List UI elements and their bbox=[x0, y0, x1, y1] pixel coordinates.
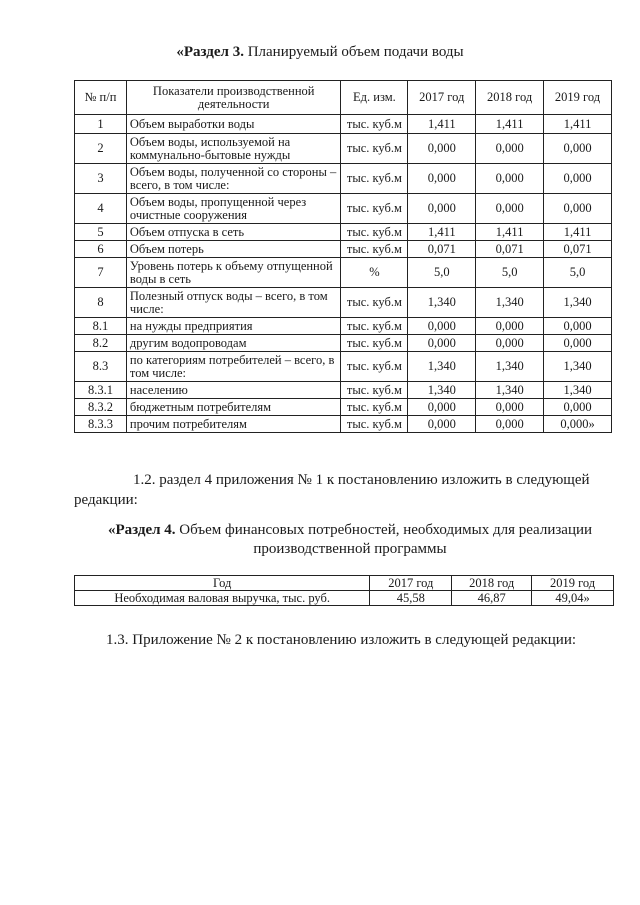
row-number: 2 bbox=[75, 134, 127, 164]
row-unit: тыс. куб.м bbox=[341, 335, 408, 352]
table-row bbox=[75, 134, 612, 164]
row-value-2017: 1,340 bbox=[408, 288, 476, 318]
row-number: 5 bbox=[75, 224, 127, 241]
table-row bbox=[75, 318, 612, 335]
row-number: 8.3 bbox=[75, 352, 127, 382]
table-row bbox=[75, 288, 612, 318]
fin-header-2017: 2017 год bbox=[370, 576, 452, 591]
table-row bbox=[75, 224, 612, 241]
row-unit: тыс. куб.м bbox=[341, 416, 408, 433]
row-number: 3 bbox=[75, 164, 127, 194]
row-value-2019: 0,000 bbox=[544, 318, 612, 335]
row-value-2017: 1,340 bbox=[408, 382, 476, 399]
table-row bbox=[75, 258, 612, 288]
row-value-2017: 1,411 bbox=[408, 115, 476, 134]
paragraph-1-2-line1: 1.2. раздел 4 приложения № 1 к постановлению изложить в следующей bbox=[133, 472, 590, 488]
table-row bbox=[75, 335, 612, 352]
table-row bbox=[75, 416, 612, 433]
row-value-2018: 1,411 bbox=[476, 224, 544, 241]
row-value-2017: 5,0 bbox=[408, 258, 476, 288]
row-value-2019: 1,340 bbox=[544, 288, 612, 318]
table-row bbox=[75, 399, 612, 416]
row-value-2019: 0,071 bbox=[544, 241, 612, 258]
row-unit: тыс. куб.м bbox=[341, 224, 408, 241]
row-number: 8.3.3 bbox=[75, 416, 127, 433]
row-unit: тыс. куб.м bbox=[341, 164, 408, 194]
header-number: № п/п bbox=[75, 81, 127, 115]
row-value-2017: 0,000 bbox=[408, 194, 476, 224]
row-number: 8.1 bbox=[75, 318, 127, 335]
row-value-2018: 0,000 bbox=[476, 134, 544, 164]
row-value-2017: 0,000 bbox=[408, 164, 476, 194]
row-value-2018: 1,411 bbox=[476, 115, 544, 134]
row-value-2018: 0,000 bbox=[476, 164, 544, 194]
row-unit: тыс. куб.м bbox=[341, 134, 408, 164]
row-value-2019: 1,411 bbox=[544, 115, 612, 134]
row-value-2019: 5,0 bbox=[544, 258, 612, 288]
row-indicator: на нужды предприятия bbox=[126, 318, 341, 335]
fin-value-2018: 46,87 bbox=[452, 591, 532, 606]
row-value-2019: 1,411 bbox=[544, 224, 612, 241]
row-indicator: Объем выработки воды bbox=[126, 115, 341, 134]
row-value-2017: 0,000 bbox=[408, 335, 476, 352]
row-indicator: Полезный отпуск воды – всего, в том числе: bbox=[126, 288, 341, 318]
financial-needs-table bbox=[74, 575, 614, 606]
row-unit: тыс. куб.м bbox=[341, 318, 408, 335]
row-unit: тыс. куб.м bbox=[341, 352, 408, 382]
row-unit: тыс. куб.м bbox=[341, 241, 408, 258]
section4-title-line2: производственной программы bbox=[253, 541, 447, 557]
row-value-2017: 0,000 bbox=[408, 416, 476, 433]
row-value-2018: 1,340 bbox=[476, 352, 544, 382]
row-value-2017: 0,071 bbox=[408, 241, 476, 258]
row-value-2017: 1,411 bbox=[408, 224, 476, 241]
row-indicator: прочим потребителям bbox=[126, 416, 341, 433]
row-value-2018: 0,000 bbox=[476, 335, 544, 352]
header-2017: 2017 год bbox=[408, 81, 476, 115]
row-value-2018: 0,000 bbox=[476, 194, 544, 224]
row-value-2018: 0,000 bbox=[476, 416, 544, 433]
fin-header-2019: 2019 год bbox=[532, 576, 614, 591]
table-row bbox=[75, 194, 612, 224]
row-indicator: Объем отпуска в сеть bbox=[126, 224, 341, 241]
row-value-2019: 0,000 bbox=[544, 399, 612, 416]
row-value-2019: 0,000 bbox=[544, 134, 612, 164]
row-indicator: населению bbox=[126, 382, 341, 399]
fin-header-row bbox=[75, 576, 614, 591]
row-value-2018: 1,340 bbox=[476, 382, 544, 399]
section4-title-line1: Объем финансовых потребностей, необходимых для реализации bbox=[179, 522, 593, 538]
row-number: 8.3.1 bbox=[75, 382, 127, 399]
table-row bbox=[75, 115, 612, 134]
table-row bbox=[75, 382, 612, 399]
row-unit: тыс. куб.м bbox=[341, 382, 408, 399]
row-number: 8.3.2 bbox=[75, 399, 127, 416]
table-row bbox=[75, 352, 612, 382]
section3-label: «Раздел 3. bbox=[176, 44, 244, 60]
row-indicator: по категориям потребителей – всего, в том числе: bbox=[126, 352, 341, 382]
row-value-2017: 0,000 bbox=[408, 318, 476, 335]
table-header-row bbox=[75, 81, 612, 115]
row-number: 7 bbox=[75, 258, 127, 288]
row-value-2018: 1,340 bbox=[476, 288, 544, 318]
row-indicator: бюджетным потребителям bbox=[126, 399, 341, 416]
header-2019: 2019 год bbox=[544, 81, 612, 115]
fin-value-2017: 45,58 bbox=[370, 591, 452, 606]
header-unit: Ед. изм. bbox=[341, 81, 408, 115]
row-indicator: Уровень потерь к объему отпущенной воды в сеть bbox=[126, 258, 341, 288]
row-number: 8 bbox=[75, 288, 127, 318]
water-supply-table bbox=[74, 80, 612, 433]
row-number: 8.2 bbox=[75, 335, 127, 352]
row-value-2018: 0,071 bbox=[476, 241, 544, 258]
row-unit: тыс. куб.м bbox=[341, 194, 408, 224]
fin-data-row bbox=[75, 591, 614, 606]
header-indicator: Показатели производственной деятельности bbox=[126, 81, 341, 115]
row-unit: тыс. куб.м bbox=[341, 399, 408, 416]
row-indicator: Объем воды, используемой на коммунально-бытовые нужды bbox=[126, 134, 341, 164]
row-unit: тыс. куб.м bbox=[341, 115, 408, 134]
fin-row-label: Необходимая валовая выручка, тыс. руб. bbox=[75, 591, 370, 606]
row-value-2019: 0,000 bbox=[544, 194, 612, 224]
fin-value-2019: 49,04» bbox=[532, 591, 614, 606]
row-indicator: Объем потерь bbox=[126, 241, 341, 258]
section3-title: Планируемый объем подачи воды bbox=[247, 44, 464, 60]
row-number: 1 bbox=[75, 115, 127, 134]
row-indicator: Объем воды, полученной со стороны – всего, в том числе: bbox=[126, 164, 341, 194]
row-unit: тыс. куб.м bbox=[341, 288, 408, 318]
paragraph-1-3: 1.3. Приложение № 2 к постановлению изложить в следующей редакции: bbox=[106, 632, 577, 648]
row-indicator: Объем воды, пропущенной через очистные сооружения bbox=[126, 194, 341, 224]
table-row bbox=[75, 164, 612, 194]
table-row bbox=[75, 241, 612, 258]
row-value-2019: 1,340 bbox=[544, 352, 612, 382]
row-value-2019: 0,000 bbox=[544, 335, 612, 352]
row-number: 4 bbox=[75, 194, 127, 224]
fin-header-2018: 2018 год bbox=[452, 576, 532, 591]
section3-heading bbox=[0, 44, 640, 61]
row-value-2018: 0,000 bbox=[476, 318, 544, 335]
row-value-2018: 5,0 bbox=[476, 258, 544, 288]
row-value-2019: 1,340 bbox=[544, 382, 612, 399]
row-value-2017: 0,000 bbox=[408, 399, 476, 416]
row-indicator: другим водопроводам bbox=[126, 335, 341, 352]
row-value-2018: 0,000 bbox=[476, 399, 544, 416]
paragraph-1-2-line2: редакции: bbox=[74, 492, 138, 508]
row-value-2019: 0,000» bbox=[544, 416, 612, 433]
section4-label: «Раздел 4. bbox=[107, 522, 176, 538]
row-number: 6 bbox=[75, 241, 127, 258]
row-value-2019: 0,000 bbox=[544, 164, 612, 194]
section4-heading bbox=[30, 522, 640, 539]
row-unit: % bbox=[341, 258, 408, 288]
row-value-2017: 0,000 bbox=[408, 134, 476, 164]
fin-header-year: Год bbox=[75, 576, 370, 591]
row-value-2017: 1,340 bbox=[408, 352, 476, 382]
header-2018: 2018 год bbox=[476, 81, 544, 115]
